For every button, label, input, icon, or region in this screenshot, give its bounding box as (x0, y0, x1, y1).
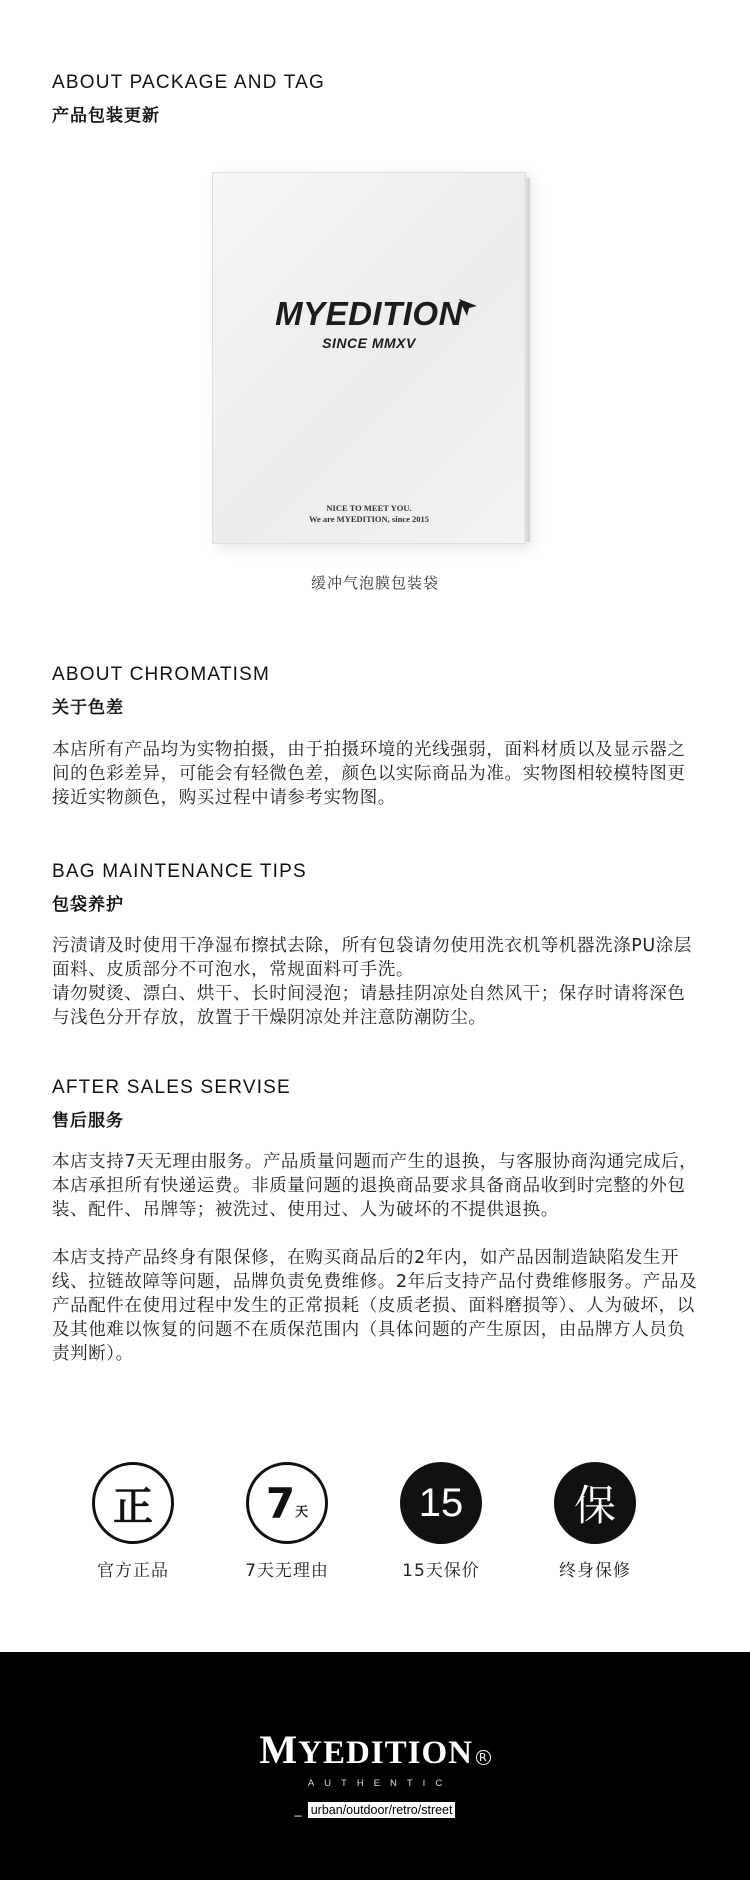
after-sales-title-en: AFTER SALES SERVISE (52, 1077, 291, 1098)
maintenance-body (52, 934, 700, 1030)
footer-logo-initial: M (259, 1727, 299, 1772)
chromatism-title-en: ABOUT CHROMATISM (52, 664, 271, 685)
package-image (212, 172, 526, 544)
maintenance-paragraph-1: 污渍请及时使用干净湿布擦拭去除，所有包袋请勿使用洗衣机等机器洗涤PU涂层面料、皮质部分不可泡水，常规面料可手洗。 (52, 936, 692, 980)
chromatism-body (52, 738, 700, 810)
package-edge (524, 178, 530, 542)
package-greeting (213, 503, 525, 525)
package-logo: MYEDITION (275, 295, 463, 332)
package-greeting-line2: We are MYEDITION, since 2015 (308, 514, 430, 524)
authentic-label: 官方正品 (97, 1561, 169, 1581)
footer-logo-rest: YEDITION (298, 1735, 473, 1771)
maintenance-paragraph-2: 请勿熨烫、漂白、烘干、长时间浸泡；请悬挂阴凉处自然风干；保存时请将深色与浅色分开存放，放置于干燥阴凉处并注意防潮防尘。 (52, 984, 686, 1028)
footer-tagline: urban/outdoor/retro/street (308, 1802, 456, 1818)
package-title-en: ABOUT PACKAGE AND TAG (52, 72, 325, 93)
chromatism-title-cn: 关于色差 (52, 698, 124, 718)
seven-day-unit: 天 (295, 1504, 309, 1520)
lifetime-warranty-badge-icon (554, 1462, 636, 1544)
package-title-cn: 产品包装更新 (52, 106, 160, 126)
package-since: SINCE MMXV (322, 335, 416, 351)
after-sales-title-cn: 售后服务 (52, 1111, 124, 1131)
footer-tagline-row (0, 1799, 750, 1818)
cursor-arrow-icon (457, 297, 479, 319)
seven-day-number: 7 (265, 1478, 296, 1528)
price-protection-label: 15天保价 (402, 1561, 480, 1581)
maintenance-title-cn: 包袋养护 (52, 895, 124, 915)
package-greeting-line1: NICE TO MEET YOU. (326, 503, 412, 513)
price-protection-glyph: 15 (418, 1480, 464, 1525)
lifetime-warranty-glyph: 保 (573, 1481, 616, 1530)
footer-logo (0, 1726, 750, 1773)
maintenance-title-en: BAG MAINTENANCE TIPS (52, 861, 307, 882)
footer-dash: _ (294, 1802, 302, 1817)
footer-subtitle: AUTHENTIC (307, 1778, 453, 1789)
package-caption: 缓冲气泡膜包装袋 (310, 574, 439, 592)
chromatism-paragraph: 本店所有产品均为实物拍摄，由于拍摄环境的光线强弱，面料材质以及显示器之间的色彩差异，可能会有轻微色差，颜色以实际商品为准。实物图相较模特图更接近实物颜色，购买过程中请参考实物图。 (52, 740, 686, 808)
authentic-badge-icon (92, 1462, 174, 1544)
footer (0, 1652, 750, 1880)
seven-day-return-badge-icon (246, 1462, 328, 1544)
after-sales-paragraph-1: 本店支持7天无理由服务。产品质量问题而产生的退换，与客服协商沟通完成后，本店承担所有快递运费。非质量问题的退换商品要求具备商品收到时完整的外包装、配件、吊牌等；被洗过、使用过、人为破坏的不提供退换。 (52, 1152, 698, 1220)
after-sales-paragraph-2: 本店支持产品终身有限保修，在购买商品后的2年内，如产品因制造缺陷发生开线、拉链故障等问题，品牌负责免费维修。2年后支持产品付费维修服务。产品及产品配件在使用过程中发生的正常损耗（皮质老损、面料磨损等）、人为破坏，以及其他难以恢复的问题不在质保范围内（具体问题的产生原因，由品牌方人员负责判断）。 (52, 1248, 698, 1364)
price-protection-badge-icon (400, 1462, 482, 1544)
seven-day-label: 7天无理由 (245, 1561, 329, 1581)
authentic-glyph: 正 (113, 1483, 153, 1530)
lifetime-warranty-label: 终身保修 (559, 1561, 631, 1581)
registered-mark-icon: R (476, 1750, 491, 1765)
seven-day-glyph (249, 1465, 325, 1541)
after-sales-body (52, 1150, 700, 1366)
